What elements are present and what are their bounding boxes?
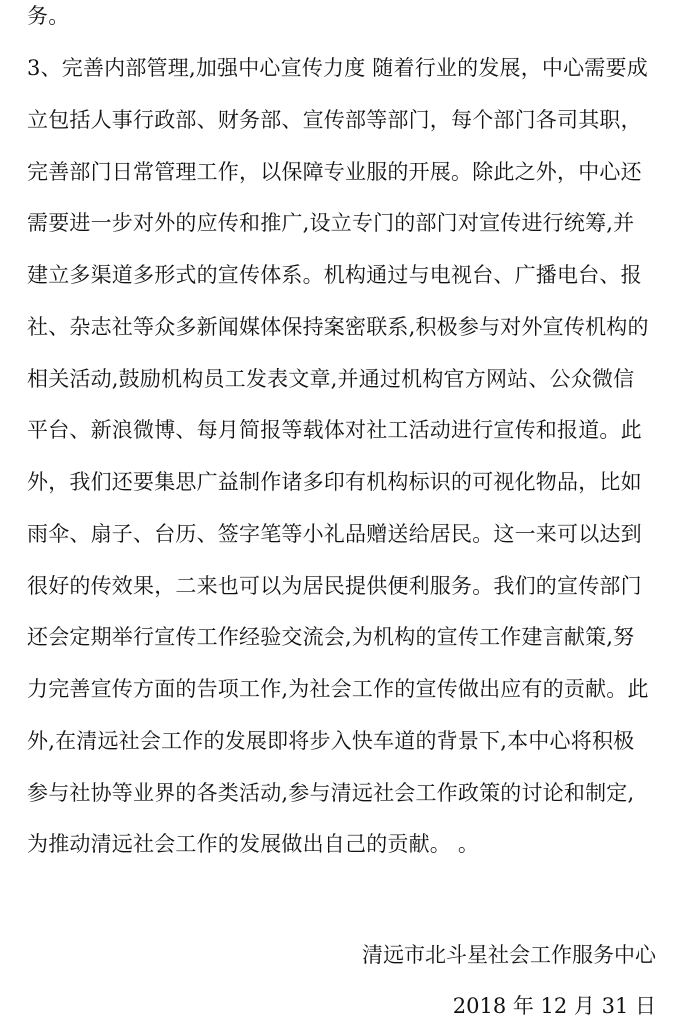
signature-organization: 清远市北斗星社会工作服务中心	[362, 943, 656, 967]
text-line-10: 外，我们还要集思广益制作诸多印有机构标识的可视化物品，比如	[27, 470, 642, 494]
text-line-9: 平台、新浪微博、每月简报等载体对社工活动进行宣传和报道。此	[27, 418, 642, 442]
text-line-15: 外,在清远社会工作的发展即将步入快车道的背景下,本中心将积极	[27, 729, 635, 753]
text-line-12: 很好的传效果，二来也可以为居民提供便利服务。我们的宣传部门	[27, 574, 642, 598]
text-line-1: 务。	[27, 4, 70, 28]
text-line-11: 雨伞、扇子、台历、签字笔等小礼品赠送给居民。这一来可以达到	[27, 522, 642, 546]
text-line-14: 力完善宣传方面的告项工作,为社会工作的宣传做出应有的贡献。此	[27, 677, 649, 701]
text-line-8: 相关活动,鼓励机构员工发表文章,并通过机构官方网站、公众微信	[27, 367, 635, 391]
text-line-4: 完善部门日常管理工作，以保障专业服的开展。除此之外，中心还	[27, 160, 642, 184]
text-line-16: 参与社协等业界的各类活动,参与清远社会工作政策的讨论和制定,	[27, 781, 635, 805]
text-line-7: 社、杂志社等众多新闻媒体保持案密联系,积极参与对外宣传机构的	[27, 315, 649, 339]
text-line-2: 3、完善内部管理,加强中心宣传力度 随着行业的发展，中心需要成	[27, 56, 648, 80]
text-line-17: 为推动清远社会工作的发展做出自己的贡献。 。	[27, 832, 480, 856]
text-line-5: 需要进一步对外的应传和推广,设立专门的部门对宣传进行统筹,并	[27, 211, 635, 235]
signature-date: 2018 年 12 月 31 日	[452, 994, 656, 1018]
text-line-6: 建立多渠道多形式的宣传体系。机构通过与电视台、广播电台、报	[27, 263, 642, 287]
text-line-13: 还会定期举行宣传工作经验交流会,为机构的宣传工作建言献策,努	[27, 625, 635, 649]
text-line-3: 立包括人事行政部、财务部、宣传部等部门，每个部门各司其职，	[27, 108, 642, 132]
